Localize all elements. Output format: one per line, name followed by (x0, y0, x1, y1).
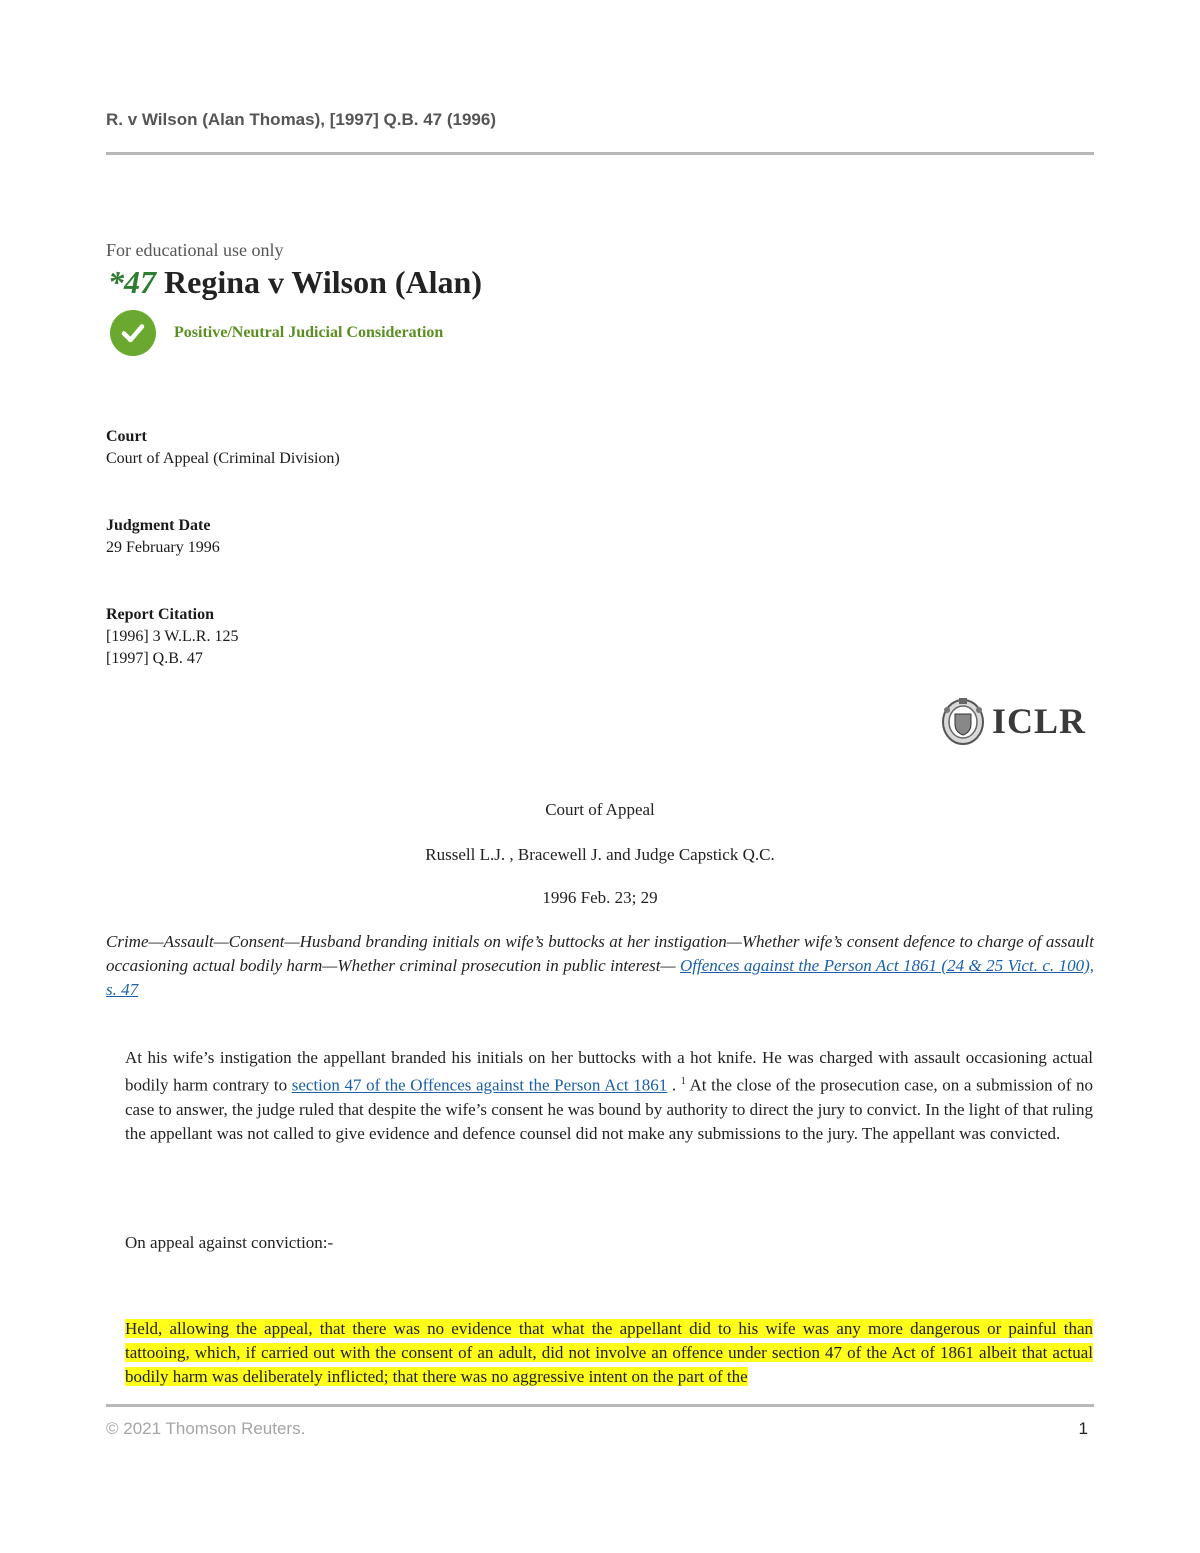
footer-page-number: 1 (1078, 1419, 1088, 1438)
header-divider (106, 152, 1094, 155)
held-paragraph (125, 1317, 1093, 1389)
educational-use-note: For educational use only (106, 240, 284, 260)
court-section (106, 426, 340, 470)
court-heading: Court (106, 428, 147, 445)
facts-text-2: At the close of the prosecution case, on a submission of no case to answer, the judge ruled that despite the wife’s consent he was bound by authority to direct the jury to convict. In the light of that ruling the appellant was not called to give evidence and defence counsel did not make any submissions to the jury. The appellant was convicted. (125, 1075, 1093, 1143)
status-label: Positive/Neutral Judicial Consideration (174, 324, 444, 341)
facts-after-link: . (667, 1075, 681, 1095)
footer-copyright: © 2021 Thomson Reuters. (106, 1419, 306, 1438)
iclr-crest-icon (938, 694, 988, 748)
iclr-logo-text: ICLR (992, 701, 1087, 741)
case-name: Regina v Wilson (Alan) (164, 264, 482, 300)
catchwords-text: Crime—Assault—Consent—Husband branding initials on wife’s buttocks at her instigation—Whether wife’s consent defence to charge of assault occasioning actual bodily harm—Whether criminal prosecution in public interest— (106, 932, 1094, 975)
facts-text-1: At his wife’s instigation the appellant branded his initials on her buttocks with a hot knife. He was charged with assault occasioning actual bodily harm contrary to (125, 1048, 1093, 1095)
star-page-marker: *47 (108, 264, 156, 300)
case-title (108, 264, 482, 301)
iclr-logo (938, 694, 1086, 748)
judgment-date-section (106, 515, 220, 559)
judges-line: Russell L.J. , Bracewell J. and Judge Capstick Q.C. (425, 845, 775, 864)
hearing-dates: 1996 Feb. 23; 29 (542, 888, 658, 907)
judicial-consideration-status (110, 310, 443, 356)
check-icon (110, 310, 156, 356)
footnote-ref[interactable]: 1 (680, 1076, 686, 1087)
court-value: Court of Appeal (Criminal Division) (106, 450, 340, 467)
report-citation-section (106, 604, 238, 670)
report-citation-heading: Report Citation (106, 606, 214, 623)
judgment-date-value: 29 February 1996 (106, 539, 220, 556)
statute-link[interactable]: Offences against the Person Act 1861 (24 & 25 Vict. c. 100), s. 47 (106, 956, 1094, 999)
appeal-line: On appeal against conviction:- (125, 1233, 334, 1252)
report-citation-1: [1996] 3 W.L.R. 125 (106, 628, 239, 645)
headnote-facts (125, 1046, 1093, 1146)
section-47-link[interactable]: section 47 of the Offences against the Person Act 1861 (291, 1075, 668, 1095)
footer-divider (106, 1404, 1094, 1407)
report-citation-2: [1997] Q.B. 47 (106, 650, 203, 667)
court-line: Court of Appeal (545, 800, 655, 819)
held-highlighted-text: Held, allowing the appeal, that there was no evidence that what the appellant did to his wife was any more dangerous or painful than tattooing, which, if carried out with the consent of an adult, did not involve an offence under section 47 of the Act of 1861 albeit that actual bodily harm was deliberately inflicted; that there was no aggressive intent on the part of the (125, 1319, 1093, 1386)
catchwords (106, 930, 1094, 1002)
document-header-title: R. v Wilson (Alan Thomas), [1997] Q.B. 47 (1996) (106, 110, 497, 129)
judgment-date-heading: Judgment Date (106, 517, 211, 534)
